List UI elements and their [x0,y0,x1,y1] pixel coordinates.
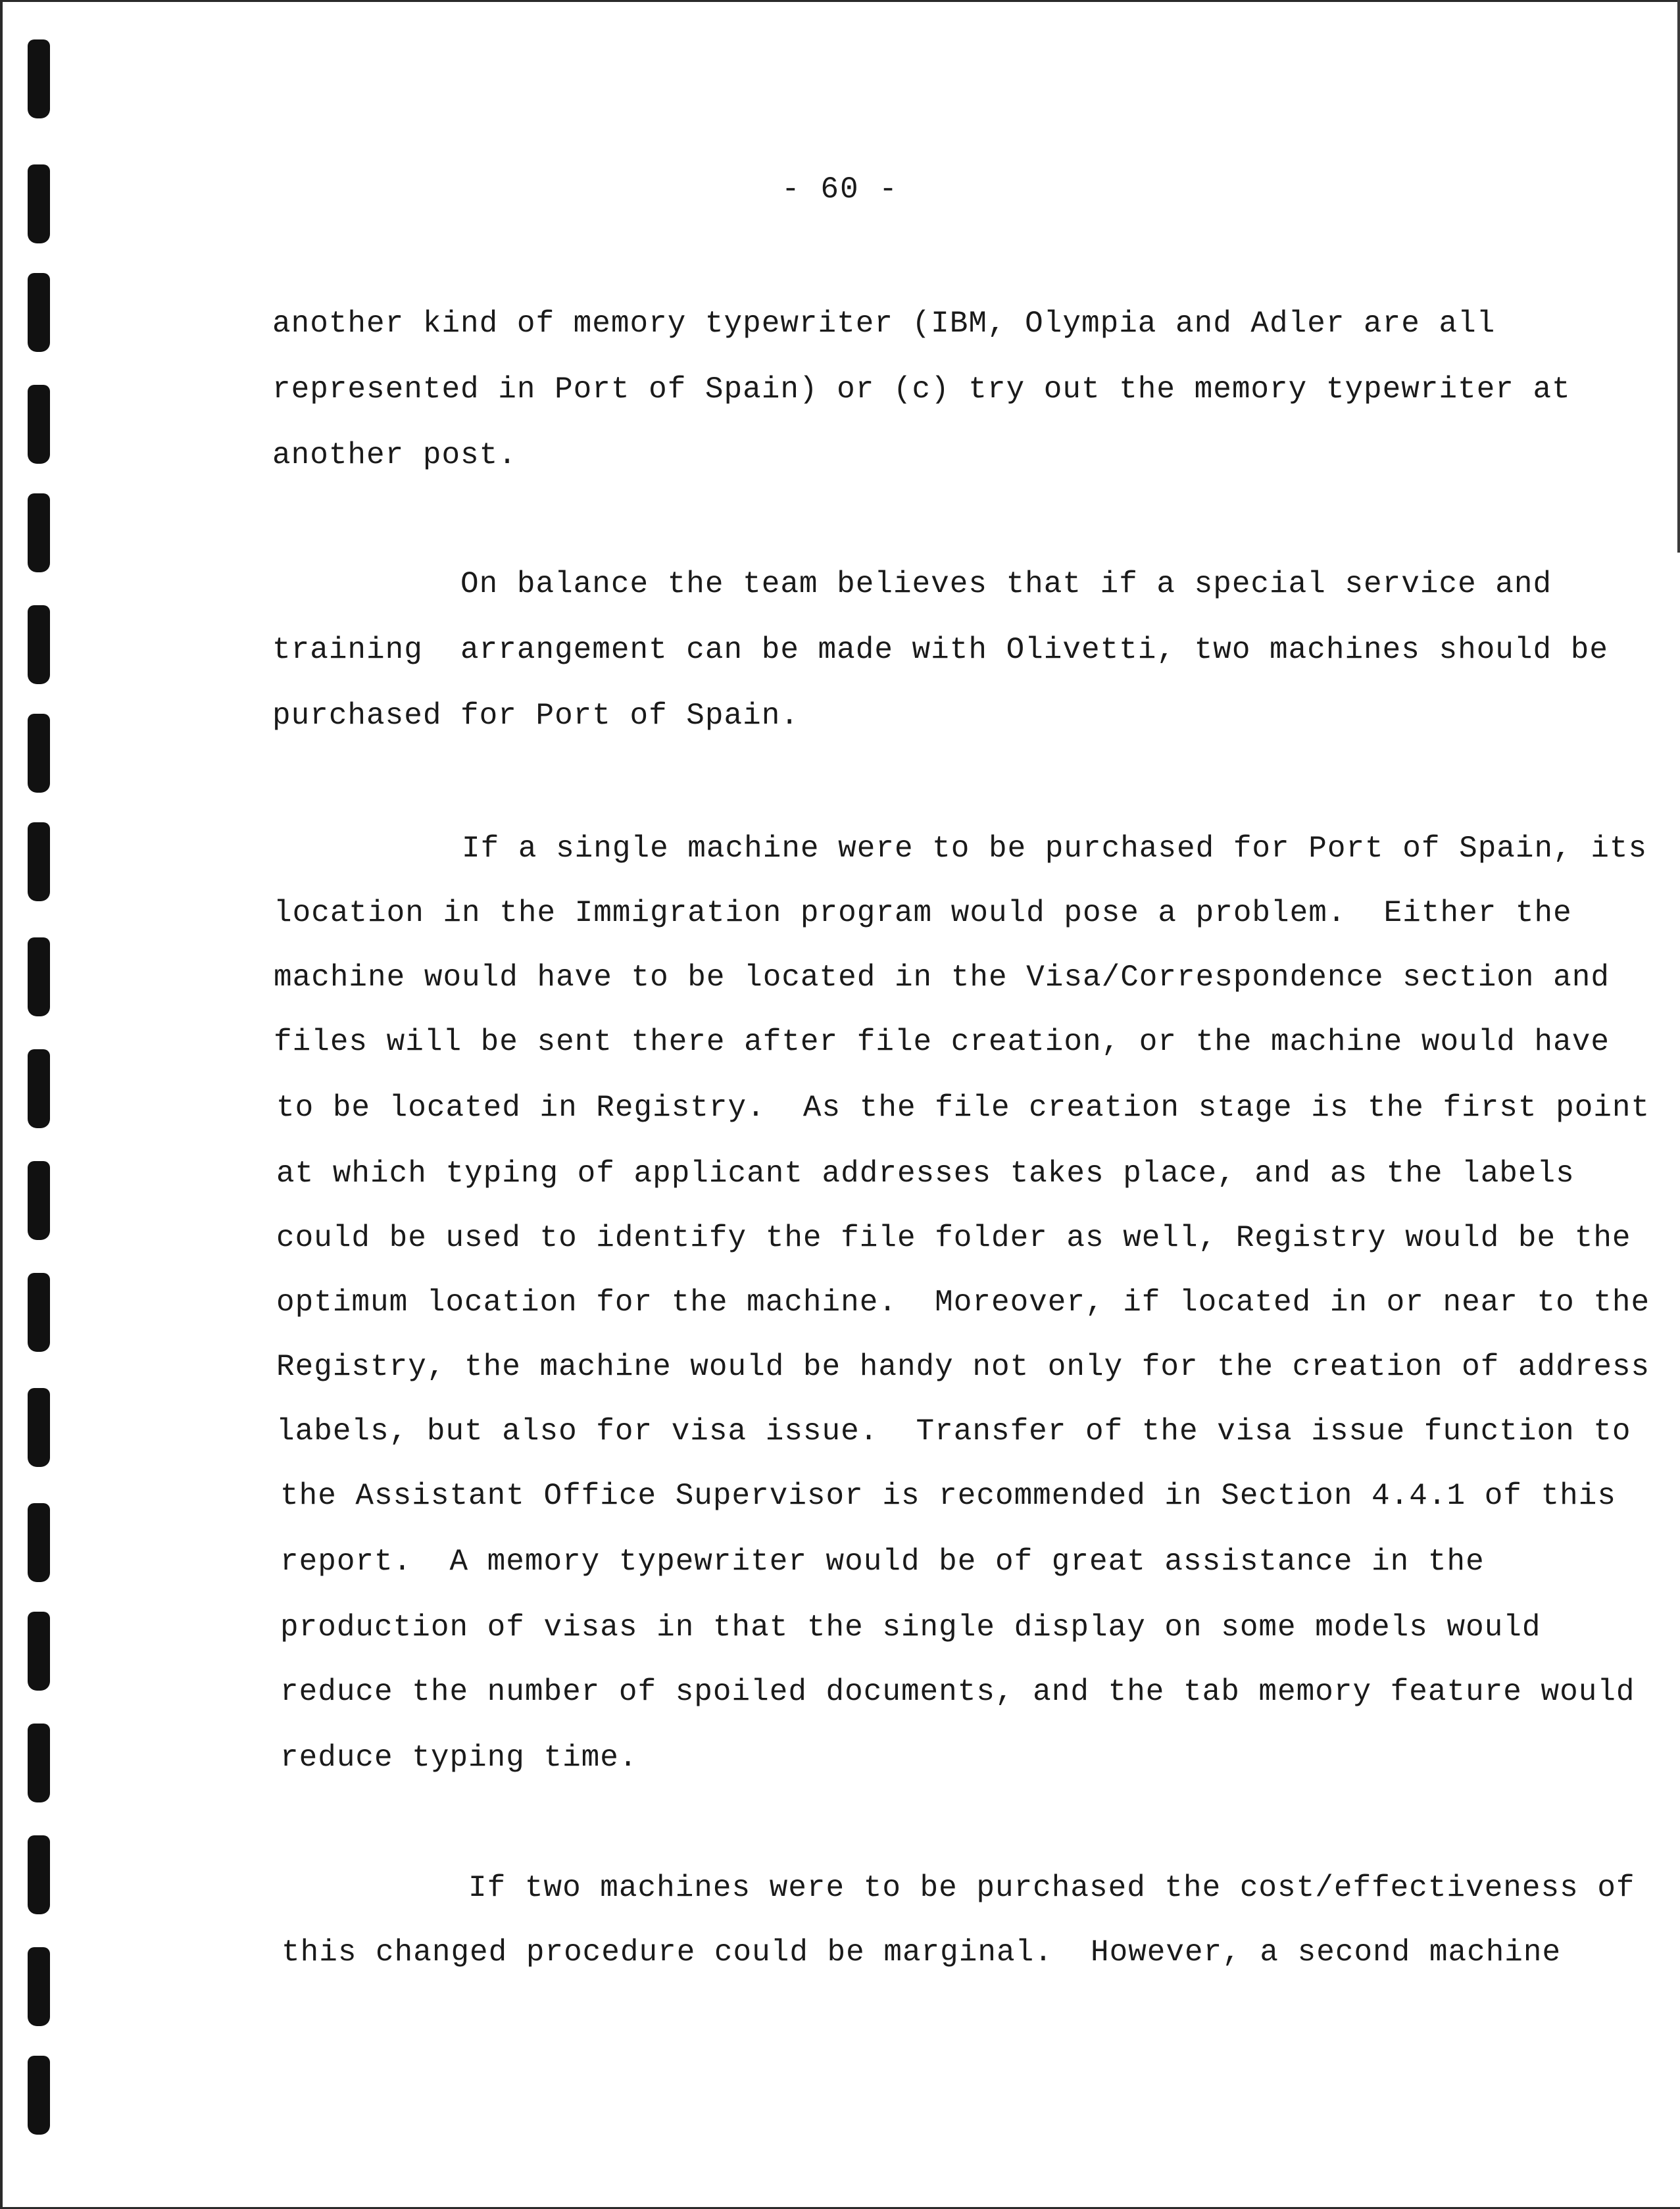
binding-hole [28,1388,50,1467]
text-line: another kind of memory typewriter (IBM, Olympia and Adler are all [272,307,1496,341]
binding-hole [28,937,50,1016]
text-line: another post. [272,438,517,472]
binding-hole [28,714,50,793]
binding-hole [28,1273,50,1352]
text-line: training arrangement can be made with Olivetti, two machines should be [272,633,1608,667]
page-number: - 60 - [781,172,899,207]
text-line: labels, but also for visa issue. Transfer of the visa issue function to [276,1414,1631,1449]
text-line: report. A memory typewriter would be of great assistance in the [280,1545,1485,1579]
text-line: represented in Port of Spain) or (c) try out the memory typewriter at [272,372,1571,407]
text-line: this changed procedure could be marginal. However, a second machine [282,1935,1562,1970]
binding-hole [28,605,50,684]
text-line: Registry, the machine would be handy not only for the creation of address [276,1350,1650,1384]
text-line: reduce typing time. [280,1741,638,1775]
binding-hole [28,1724,50,1802]
text-line: the Assistant Office Supervisor is recommended in Section 4.4.1 of this [280,1479,1616,1513]
binding-hole [28,2056,50,2135]
binding-hole [28,39,50,118]
text-line: to be located in Registry. As the file creation stage is the first point [276,1091,1650,1125]
binding-hole [28,1612,50,1691]
text-line: files will be sent there after file creation, or the machine would have [274,1025,1610,1059]
text-line: optimum location for the machine. Moreover, if located in or near to the [276,1285,1650,1320]
binding-hole [28,1947,50,2026]
text-line: On balance the team believes that if a special service and [272,567,1552,601]
text-line: at which typing of applicant addresses takes place, and as the labels [276,1156,1575,1191]
binding-hole [28,1503,50,1582]
binding-hole [28,1161,50,1240]
binding-holes [28,0,61,2209]
page-edge-shadow [1677,0,1680,553]
binding-hole [28,493,50,572]
text-line: reduce the number of spoiled documents, and the tab memory feature would [280,1675,1635,1709]
text-line: could be used to identify the file folder as well, Registry would be the [276,1221,1631,1255]
text-line: If two machines were to be purchased the cost/effectiveness of [280,1871,1635,1905]
binding-hole [28,385,50,464]
binding-hole [28,1835,50,1914]
text-line: If a single machine were to be purchased for Port of Spain, its [274,831,1648,866]
binding-hole [28,1049,50,1128]
binding-hole [28,822,50,901]
binding-hole [28,273,50,352]
text-line: production of visas in that the single display on some models would [280,1610,1541,1645]
text-line: machine would have to be located in the Visa/Correspondence section and [274,960,1610,995]
text-line: purchased for Port of Spain. [272,699,799,733]
text-line: location in the Immigration program would pose a problem. Either the [274,896,1572,930]
